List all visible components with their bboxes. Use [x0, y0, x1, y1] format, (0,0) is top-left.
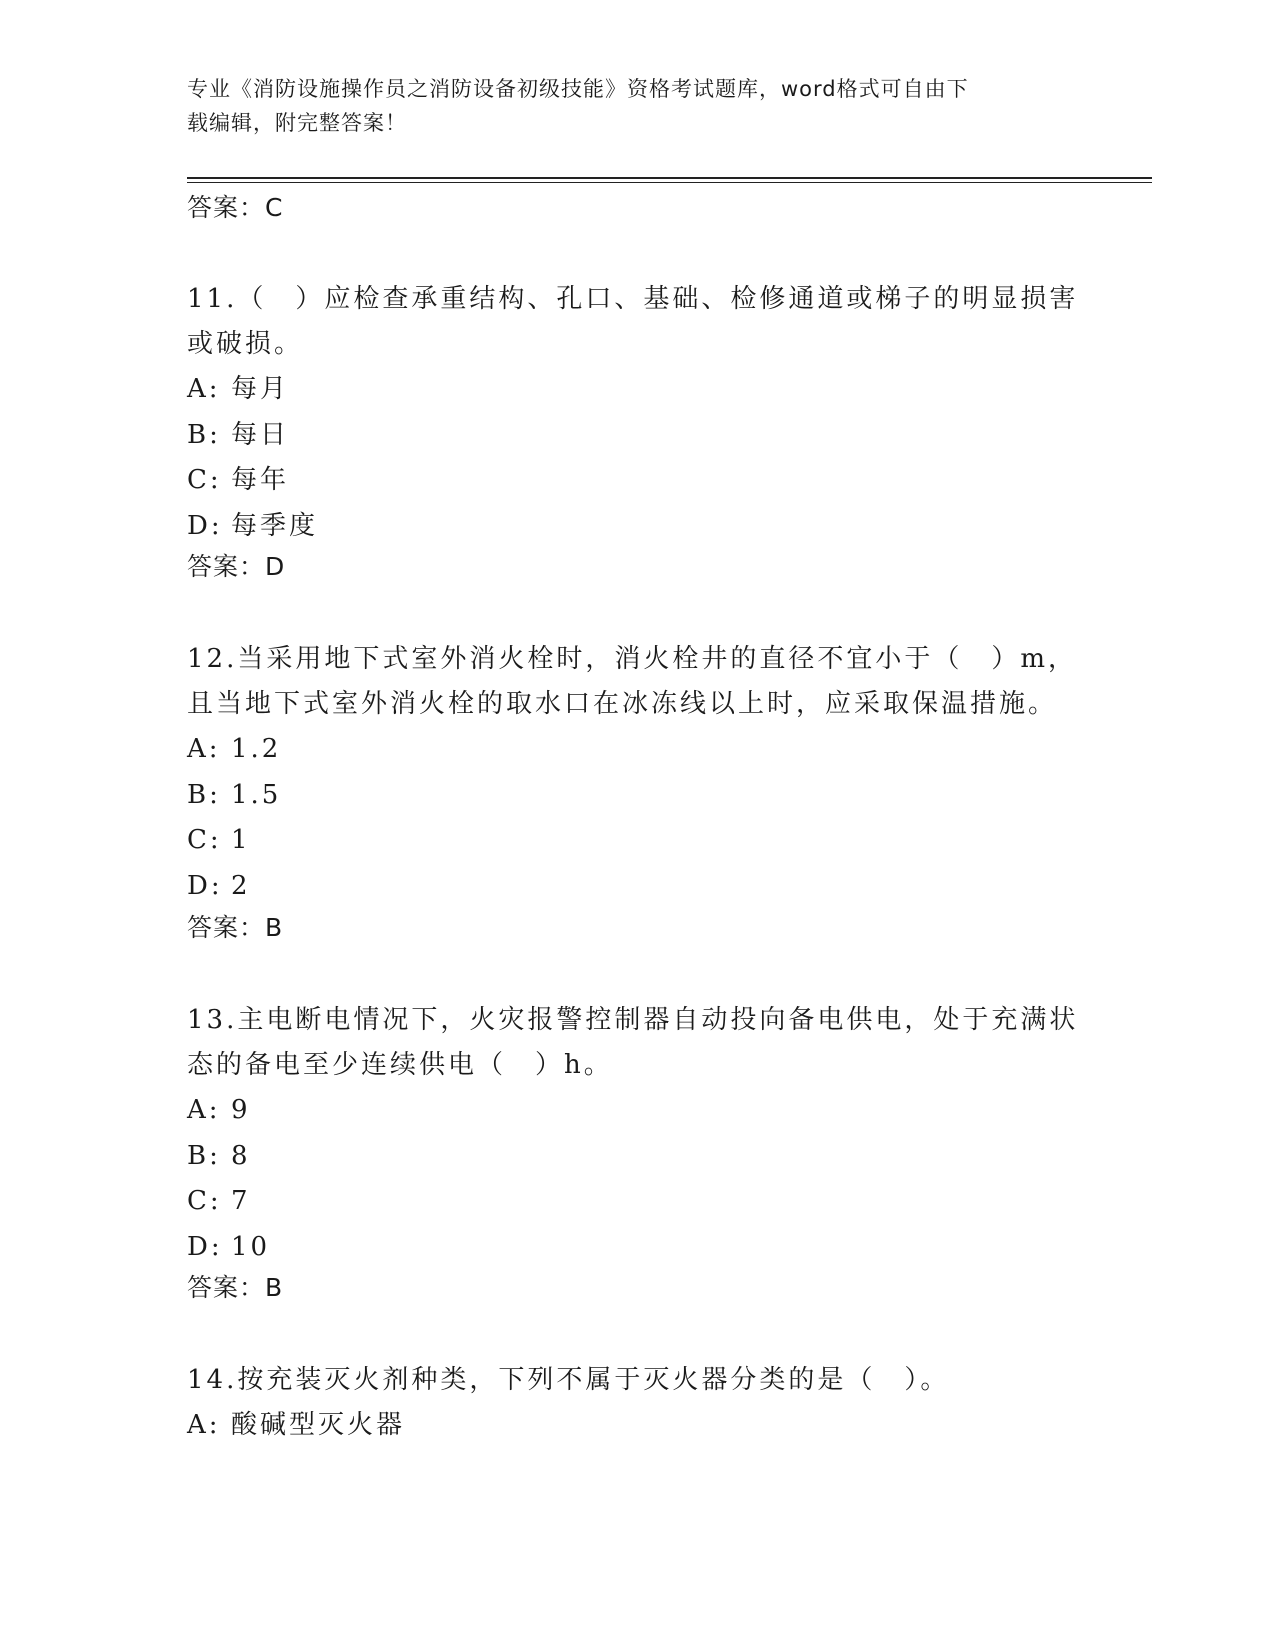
option-b: B: 8 [187, 1140, 251, 1171]
question-11 [187, 277, 1087, 549]
option-a: A: 酸碱型灭火器 [187, 1410, 406, 1440]
header-rule-thick [187, 177, 1152, 179]
option-c: C: 7 [187, 1186, 251, 1216]
header-line-2: 载编辑，附完整答案！ [187, 111, 407, 135]
option-d: D: 2 [187, 870, 251, 901]
option-a: A: 1.2 [187, 734, 282, 764]
answer-13: 答案：B [187, 1273, 284, 1302]
option-a: A: 每月 [187, 374, 290, 404]
answer-previous: 答案：C [187, 193, 284, 222]
question-stem: 12.当采用地下式室外消火栓时，消火栓井的直径不宜小于（ ）m， 且当地下式室外消火栓的取水口在冰冻线以上时，应采取保温措施。 [187, 644, 1078, 719]
option-d: D: 每季度 [187, 510, 319, 541]
option-c: C: 每年 [187, 465, 290, 495]
question-13 [187, 998, 1087, 1270]
question-stem: 14.按充装灭火剂种类，下列不属于灭火器分类的是（ ）。 [187, 1365, 950, 1395]
document-header [187, 72, 1067, 140]
option-c: C: 1 [187, 825, 251, 855]
option-b: B: 1.5 [187, 779, 282, 810]
question-12 [187, 637, 1087, 909]
answer-12: 答案：B [187, 913, 284, 942]
header-rule-thin [187, 182, 1152, 183]
header-line-1: 专业《消防设施操作员之消防设备初级技能》资格考试题库，word格式可自由下 [187, 77, 969, 101]
option-d: D: 10 [187, 1231, 271, 1262]
answer-11: 答案：D [187, 552, 286, 581]
option-a: A: 9 [187, 1095, 251, 1125]
question-stem: 13.主电断电情况下，火灾报警控制器自动投向备电供电，处于充满状 态的备电至少连续供电（ ）h。 [187, 1005, 1079, 1080]
option-b: B: 每日 [187, 419, 290, 450]
question-14 [187, 1358, 1087, 1449]
question-stem: 11.（ ）应检查承重结构、孔口、基础、检修通道或梯子的明显损害 或破损。 [187, 284, 1079, 359]
